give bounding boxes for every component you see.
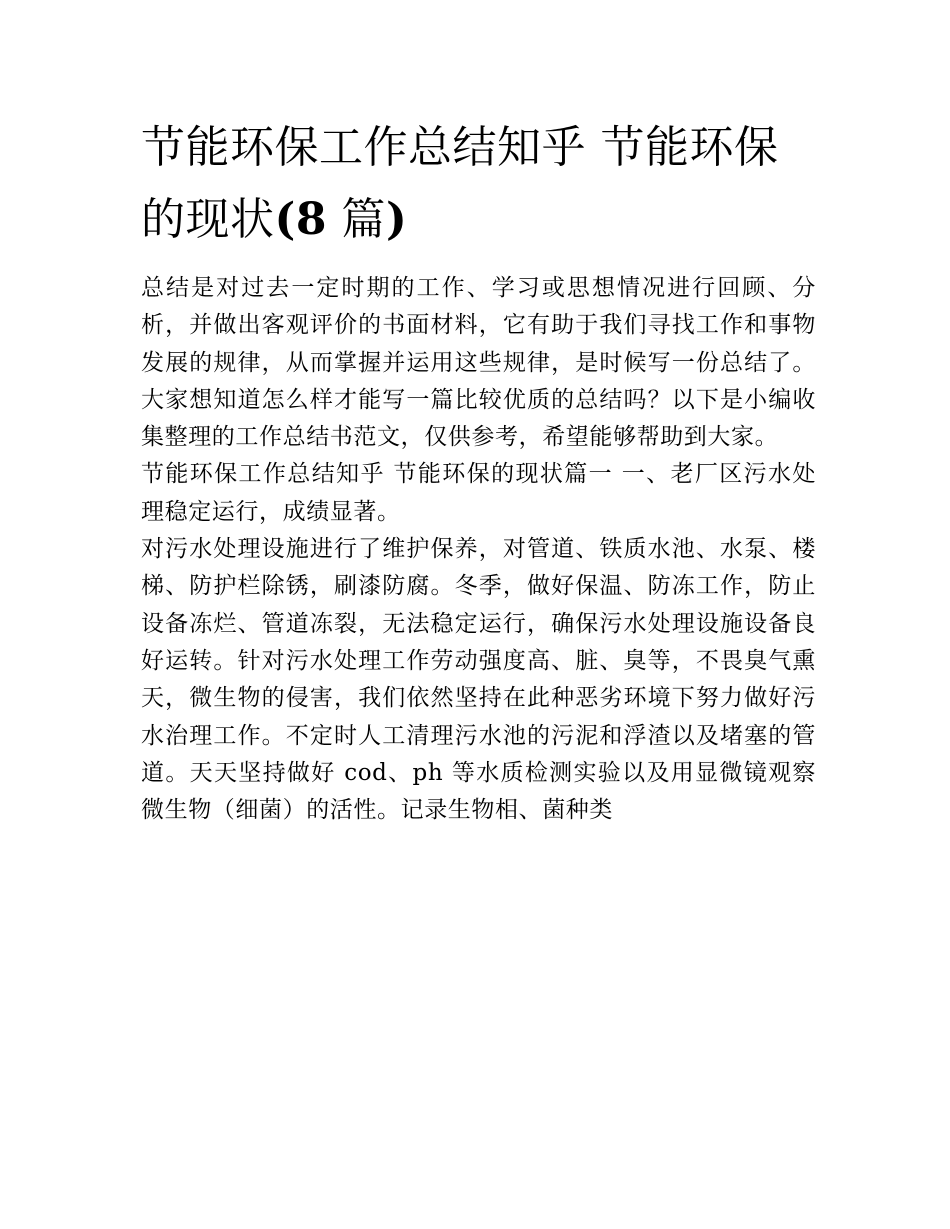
body-paragraph: 对污水处理设施进行了维护保养，对管道、铁质水池、水泵、楼梯、防护栏除锈，刷漆防腐。冬季，做好保温、防冻工作，防止设备冻烂、管道冻裂，无法稳定运行，确保污水处理设施设备良好运转。针对污水处理工作劳动强度高、脏、臭等，不畏臭气熏天，微生物的侵害，我们依然坚持在此种恶劣环境下努力做好污水治理工作。不定时人工清理污水池的污泥和浮渣以及堵塞的管道。天天坚持做好 cod、ph 等水质检测实验以及用显微镜观察微生物（细菌）的活性。记录生物相、菌种类 — [141, 536, 816, 824]
title-count: (8 — [274, 194, 327, 245]
title-close-paren: ) — [385, 194, 408, 245]
intro-paragraph: 总结是对过去一定时期的工作、学习或思想情况进行回顾、分析，并做出客观评价的书面材料，它有助于我们寻找工作和事物发展的规律，从而掌握并运用这些规律，是时候写一份总结了。大家想知道怎么样才能写一篇比较优质的总结吗？以下是小编收集整理的工作总结书范文，仅供参考，希望能够帮助到大家。 — [141, 275, 816, 451]
document-title — [141, 112, 816, 256]
title-unit: 篇 — [326, 194, 386, 245]
title-text: 节能环保工作总结知乎 节能环保的现状 — [141, 122, 779, 245]
document-body — [141, 112, 816, 829]
section-heading-paragraph: 节能环保工作总结知乎 节能环保的现状篇一 一、老厂区污水处理稳定运行，成绩显著。 — [141, 461, 816, 525]
